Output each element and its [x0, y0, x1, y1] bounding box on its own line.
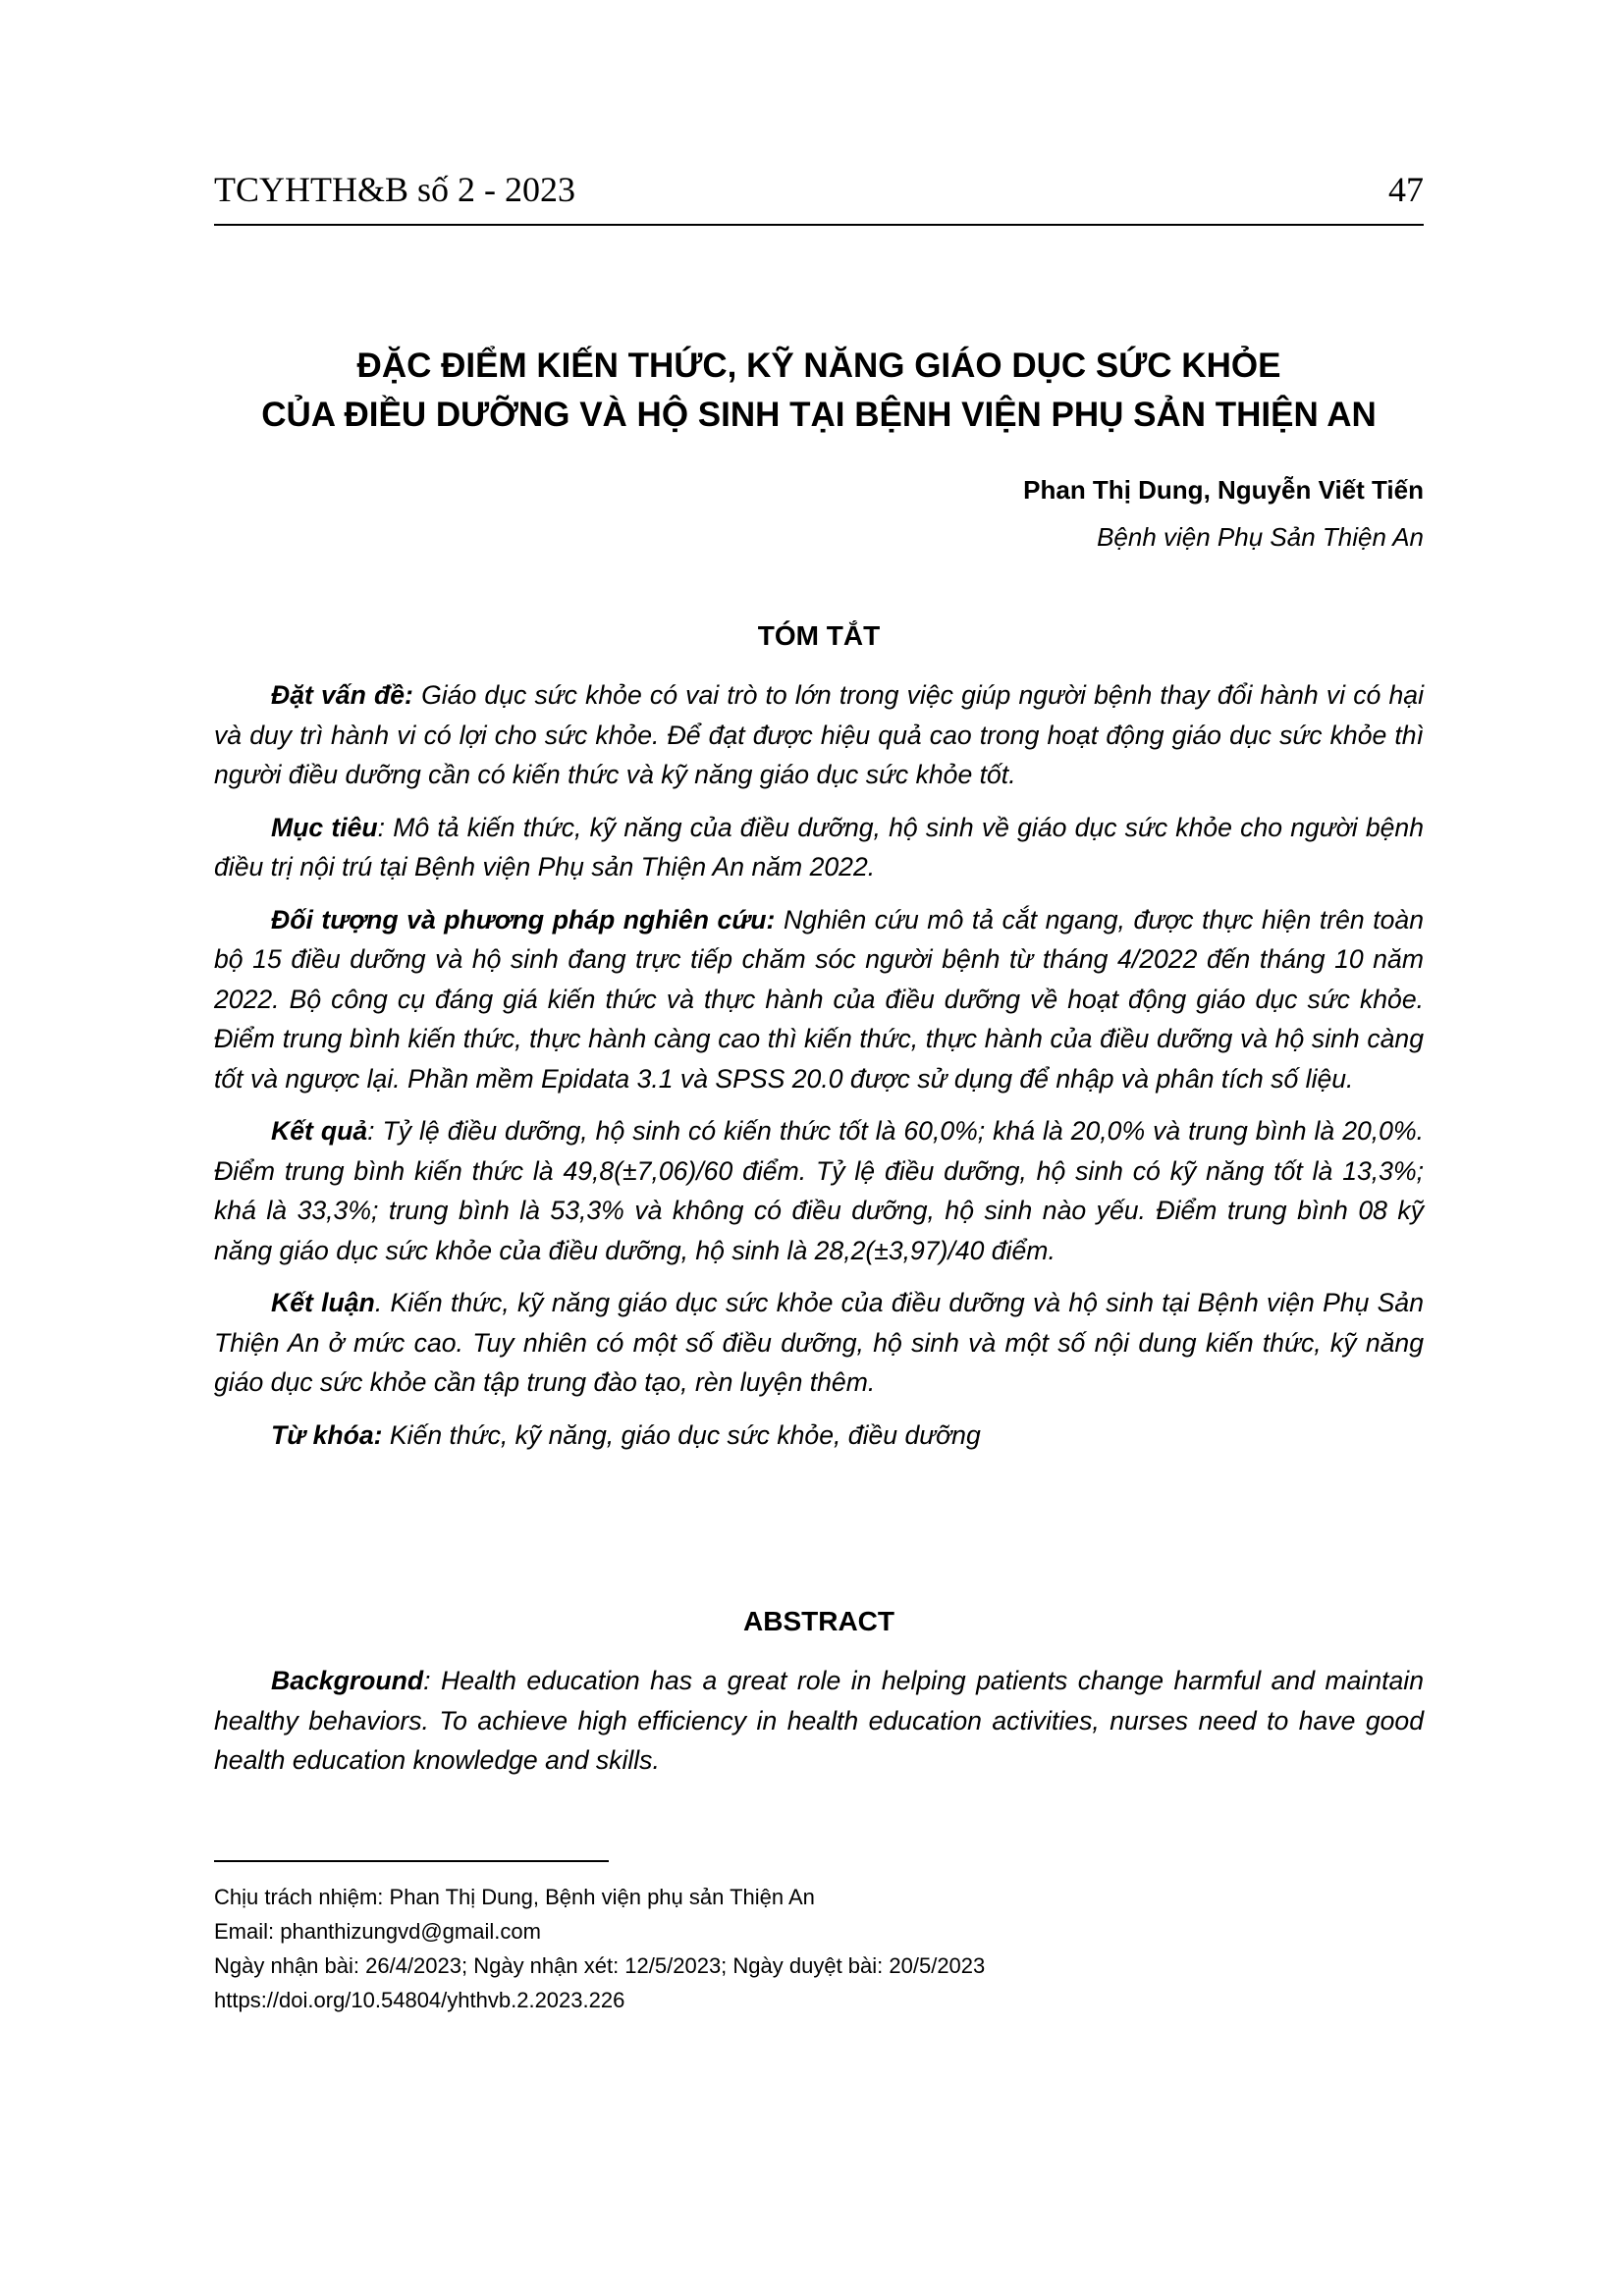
muc-tieu-paragraph: [214, 808, 1424, 887]
running-header: [214, 165, 1424, 226]
page-number: 47: [1388, 170, 1424, 209]
footnotes: [214, 1880, 1424, 2017]
ket-luan-text: . Kiến thức, kỹ năng giáo dục sức khỏe của điều dưỡng và hộ sinh tại Bệnh viện Phụ Sản Thiện An ở mức cao. Tuy nhiên có một số điều dưỡng, hộ sinh và một số nội dung kiến thức, kỹ năng giáo dục sức khỏe cần tập trung đào tạo, rèn luyện thêm.: [214, 1288, 1424, 1397]
footnote-dates: Ngày nhận bài: 26/4/2023; Ngày nhận xét: 12/5/2023; Ngày duyệt bài: 20/5/2023: [214, 1953, 986, 1978]
doi-tuong-label: Đối tượng và phương pháp nghiên cứu:: [271, 904, 776, 934]
tom-tat-body: [214, 675, 1424, 1468]
article-title: [214, 342, 1424, 440]
background-text: : Health education has a great role in helping patients change harmful and maintain healthy behaviors. To achieve high efficiency in health education activities, nurses need to have good health education knowledge and skills.: [214, 1666, 1424, 1775]
abstract-body: [214, 1661, 1424, 1781]
background-paragraph: [214, 1661, 1424, 1781]
title-line-2: CỦA ĐIỀU DƯỠNG VÀ HỘ SINH TẠI BỆNH VIỆN PHỤ SẢN THIỆN AN: [261, 396, 1377, 434]
tu-khoa-label: Từ khóa:: [271, 1419, 383, 1450]
ket-qua-text: : Tỷ lệ điều dưỡng, hộ sinh có kiến thức tốt là 60,0%; khá là 20,0% và trung bình là 20,0%. Điểm trung bình kiến thức là 49,8(±7,06)/60 điểm. Tỷ lệ điều dưỡng, hộ sinh có kỹ năng tốt là 13,3%; khá là 33,3%; trung bình là 53,3% và không có điều dưỡng, hộ sinh nào yếu. Điểm trung bình 08 kỹ năng giáo dục sức khỏe của điều dưỡng, hộ sinh là 28,2(±3,97)/40 điểm.: [214, 1116, 1424, 1265]
ket-qua-label: Kết quả: [271, 1116, 368, 1146]
tu-khoa-text: Kiến thức, kỹ năng, giáo dục sức khỏe, điều dưỡng: [382, 1419, 981, 1450]
dat-van-de-label: Đặt vấn đề:: [271, 680, 413, 710]
authors: Phan Thị Dung, Nguyễn Viết Tiến: [1023, 475, 1424, 505]
footnote-email: Email: phanthizungvd@gmail.com: [214, 1919, 541, 1944]
background-label: Background: [271, 1666, 424, 1695]
paper-page: [214, 0, 1424, 2296]
title-line-1: ĐẶC ĐIỂM KIẾN THỨC, KỸ NĂNG GIÁO DỤC SỨC KHỎE: [356, 347, 1281, 385]
tu-khoa-paragraph: [214, 1415, 1424, 1456]
muc-tieu-label: Mục tiêu: [271, 812, 378, 842]
ket-luan-label: Kết luận: [271, 1288, 375, 1317]
abstract-heading: ABSTRACT: [743, 1606, 894, 1636]
footnote-responsible: Chịu trách nhiệm: Phan Thị Dung, Bệnh viện phụ sản Thiện An: [214, 1885, 815, 1909]
affiliation: Bệnh viện Phụ Sản Thiện An: [1097, 522, 1424, 552]
dat-van-de-paragraph: [214, 675, 1424, 795]
footnote-doi: https://doi.org/10.54804/yhthvb.2.2023.226: [214, 1988, 625, 2012]
dat-van-de-text: Giáo dục sức khỏe có vai trò to lớn trong việc giúp người bệnh thay đổi hành vi có hại và duy trì hành vi có lợi cho sức khỏe. Để đạt được hiệu quả cao trong hoạt động giáo dục sức khỏe thì người điều dưỡng cần có kiến thức và kỹ năng giáo dục sức khỏe tốt.: [214, 680, 1424, 789]
muc-tieu-text: : Mô tả kiến thức, kỹ năng của điều dưỡng, hộ sinh về giáo dục sức khỏe cho người bệnh điều trị nội trú tại Bệnh viện Phụ sản Thiện An năm 2022.: [214, 812, 1424, 881]
footnote-rule: [214, 1860, 609, 1862]
ket-luan-paragraph: [214, 1283, 1424, 1403]
doi-tuong-paragraph: [214, 900, 1424, 1099]
doi-tuong-text: Nghiên cứu mô tả cắt ngang, được thực hiện trên toàn bộ 15 điều dưỡng và hộ sinh đang trực tiếp chăm sóc người bệnh từ tháng 4/2022 đến tháng 10 năm 2022. Bộ công cụ đáng giá kiến thức và thực hành của điều dưỡng về hoạt động giáo dục sức khỏe. Điểm trung bình kiến thức, thực hành càng cao thì kiến thức, thực hành của điều dưỡng và hộ sinh càng tốt và ngược lại. Phần mềm Epidata 3.1 và SPSS 20.0 được sử dụng để nhập và phân tích số liệu.: [214, 904, 1425, 1094]
journal-issue: TCYHTH&B số 2 - 2023: [214, 170, 575, 209]
ket-qua-paragraph: [214, 1111, 1424, 1270]
tom-tat-heading: TÓM TẮT: [757, 620, 881, 651]
